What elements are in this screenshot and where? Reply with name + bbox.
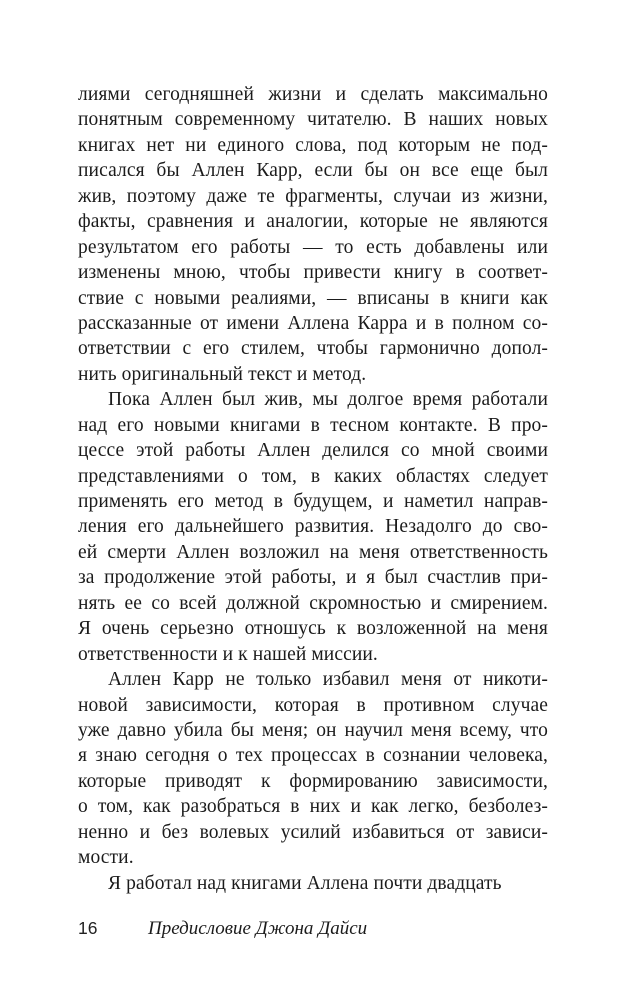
text-line: результатом его работы — то есть добавлены или [78, 236, 548, 258]
text-line: ствие с новыми реалиями, — вписаны в книги как [78, 287, 548, 309]
paragraph [78, 387, 548, 667]
text-line: Пока Аллен был жив, мы долгое время работали [108, 389, 548, 411]
text-line: Я очень серьезно отношусь к возложенной на меня [78, 618, 548, 640]
text-line: факты, сравнения и аналогии, которые не являются [78, 211, 548, 233]
text-block [78, 82, 548, 896]
text-line: книгах нет ни единого слова, под которым не под- [78, 134, 548, 156]
text-line: ответствии с его стилем, чтобы гармонично допол- [78, 338, 548, 360]
text-line: новой зависимости, которая в противном случае [78, 694, 548, 716]
text-line: над его новыми книгами в тесном контакте. В про- [78, 414, 548, 436]
paragraph [78, 871, 548, 896]
text-line: рассказанные от имени Аллена Карра и в полном со- [78, 312, 548, 334]
page-footer [78, 918, 548, 940]
text-line: ления его дальнейшего развития. Незадолго до сво- [78, 516, 548, 538]
page-number: 16 [78, 918, 98, 938]
text-line: ей смерти Аллен возложил на меня ответственность [78, 541, 548, 563]
text-line: представлениями о том, в каких областях следует [78, 465, 548, 487]
text-line: Аллен Карр не только избавил меня от никоти- [108, 669, 548, 691]
paragraph [78, 667, 548, 871]
text-line: уже давно убила бы меня; он научил меня всему, что [78, 719, 548, 741]
text-line: нять ее со всей должной скромностью и смирением. [78, 592, 548, 614]
text-line: понятным современному читателю. В наших новых [78, 109, 548, 131]
text-line: за продолжение этой работы, и я был счастлив при- [78, 567, 548, 589]
text-line: я знаю сегодня о тех процессах в сознании человека, [78, 745, 548, 767]
text-line: которые приводят к формированию зависимости, [78, 770, 548, 792]
text-line: ненно и без волевых усилий избавиться от зависи- [78, 821, 548, 843]
text-line: жив, поэтому даже те фрагменты, случаи из жизни, [78, 185, 548, 207]
text-line: мости. [78, 847, 134, 869]
text-line: о том, как разобраться в них и как легко, безболез- [78, 796, 548, 818]
text-line: ответственности и к нашей миссии. [78, 643, 378, 665]
text-line: Я работал над книгами Аллена почти двадцать [108, 872, 502, 894]
text-line: нить оригинальный текст и метод. [78, 363, 367, 385]
text-line: лиями сегодняшней жизни и сделать максимально [78, 84, 548, 105]
text-line: цессе этой работы Аллен делился со мной своими [78, 440, 548, 462]
text-line: применять его метод в будущем, и наметил направ- [78, 491, 548, 512]
paragraph [78, 82, 548, 387]
running-title: Предисловие Джона Дайси [148, 918, 368, 939]
text-line: писался бы Аллен Карр, если бы он все еще был [78, 160, 548, 182]
text-line: изменены мною, чтобы привести книгу в соответ- [78, 262, 548, 284]
